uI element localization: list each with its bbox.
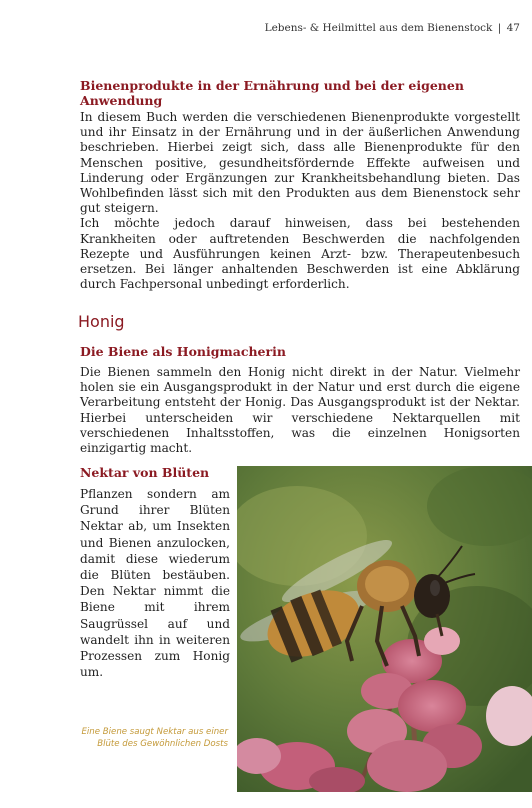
page-number: 47	[506, 22, 520, 34]
running-title: Lebens- & Heilmittel aus dem Bienenstock	[264, 22, 493, 34]
honig-paragraph: Die Bienen sammeln den Honig nicht direkt in der Natur. Vielmehr holen sie ein Ausgangsprodukt in der Natur und erst durch die eigene Verarbeitung entsteht der Honig. Das Ausgangsprodukt ist der Nektar. Hierbei unterscheiden wir verschiedene Nektarquellen mit verschiedenen Inhaltsstoffen, was die einzelnen Honigsorten einzigartig macht.	[80, 365, 520, 456]
caption-line-1: Eine Biene saugt Nektar aus einer	[81, 727, 228, 737]
intro-paragraph: In diesem Buch werden die verschiedenen Bienenprodukte vorgestellt und ihr Einsatz in der Ernährung und in der äußerlichen Anwendung beschrieben. Hierbei zeigt sich, dass alle Bienenprodukte für den Menschen positive, gesundheitsfördernde Effekte aufweisen und Linderung oder Ergänzungen zur Krankheitsbehandlung bieten. Das Wohlbefinden lässt sich mit den Produkten aus dem Bienenstock sehr gut steigern.	[80, 110, 520, 216]
disclaimer-paragraph: Ich möchte jedoch darauf hinweisen, dass bei bestehenden Krankheiten oder auftretenden Beschwerden die nachfolgenden Rezepte und Ausführungen keinen Arzt- bzw. Therapeutenbesuch ersetzen. Bei länger anhaltenden Beschwerden ist eine Abklärung durch Fachpersonal unbedingt erforderlich.	[80, 216, 520, 292]
section-nektar	[80, 465, 230, 680]
running-header	[265, 22, 520, 34]
section-bienenprodukte	[80, 78, 520, 292]
bee-photo	[237, 466, 532, 792]
nektar-heading: Nektar von Blüten	[80, 465, 210, 480]
nektar-paragraph: Pflanzen sondern am Grund ihrer Blüten Nektar ab, um Insekten und Bienen anzulocken, damit diese wiederum die Blüten bestäuben. Den Nektar nimmt die Biene mit ihrem Saugrüssel auf und wandelt ihn in weiteren Prozessen zum Honig um.	[80, 487, 230, 680]
photo-caption	[80, 726, 228, 750]
section-heading: Bienenprodukte in der Ernährung und bei der eigenen Anwendung	[80, 78, 464, 108]
subsection-heading: Die Biene als Honigmacherin	[80, 344, 286, 359]
chapter-title: Honig	[78, 312, 125, 331]
bee-on-flower-illustration	[237, 466, 532, 792]
header-separator: |	[497, 22, 502, 34]
caption-line-2: Blüte des Gewöhnlichen Dosts	[97, 739, 228, 749]
section-honigmacherin	[80, 344, 520, 456]
